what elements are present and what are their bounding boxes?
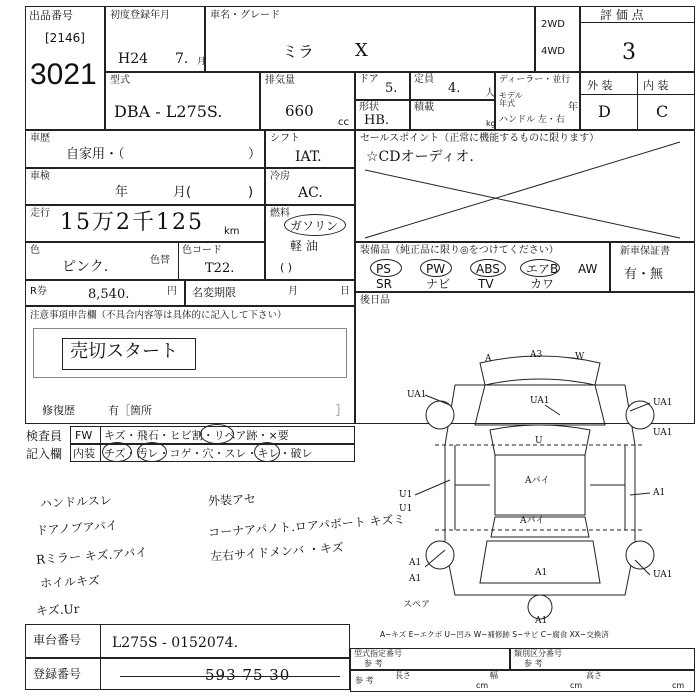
color-change-label: 色替: [150, 255, 170, 266]
dim-height: 高さ: [586, 671, 602, 680]
reg-month: 7.: [175, 51, 189, 67]
reg-label: 初度登録年月: [110, 10, 170, 21]
dim-long: 長さ: [395, 671, 411, 680]
fw-label: FW: [75, 429, 93, 442]
diag-mark-apai-a: Aパイ: [525, 476, 550, 486]
equip-sr: SR: [376, 277, 392, 291]
mileage-value: 15万2千125: [60, 210, 204, 235]
dim-height-unit: cm: [672, 681, 685, 690]
diag-mark-a3: A3: [530, 350, 543, 360]
chizu-circle: [102, 442, 132, 462]
model-year-label: モデル 年式: [499, 91, 523, 108]
diag-mark-u1-b: U1: [399, 504, 413, 514]
color-code-value: T22.: [205, 261, 235, 276]
diag-mark-ua1-d: UA1: [653, 428, 673, 438]
reg-no-label: 登録番号: [33, 667, 82, 681]
inspection-row1-text: キズ・飛石・ヒビ割・リペア跡・×要: [104, 429, 289, 442]
car-name: ミラ: [282, 42, 315, 61]
note-5: キズ.Ur: [35, 601, 80, 619]
hibi-circle: [200, 424, 234, 444]
note-8: 左右サイドメンバ ・キズ: [209, 540, 345, 564]
warranty-label: 新車保証書: [620, 246, 670, 257]
inspection-row2-text: チズ・汚レ・コゲ・穴・スレ・キレ・破レ: [104, 447, 313, 460]
caution-value: 売切スタート: [70, 341, 178, 362]
diag-mark-ua1-e: UA1: [653, 570, 673, 580]
interior-row-label: 内装: [73, 447, 95, 460]
title-label: 名変期限: [192, 286, 236, 299]
sales-point-cross: [355, 130, 695, 242]
dim-ref: 参 考: [355, 676, 374, 685]
reg-no-strike: [120, 676, 340, 677]
diag-mark-spare: スペア: [403, 600, 431, 610]
color-value: ピンク.: [62, 259, 109, 275]
equip-aw: AW: [578, 262, 598, 276]
lot-number: 3021: [30, 58, 97, 91]
fuel-gas-circle: [284, 214, 346, 236]
inspection-close: ): [248, 185, 254, 200]
diag-mark-a1-e: A1: [535, 616, 548, 625]
diag-mark-u1-a: U1: [399, 490, 413, 500]
dim-width: 幅: [490, 671, 498, 680]
drive-2wd: 2WD: [541, 19, 565, 30]
model-year-unit: 年: [568, 102, 578, 113]
shift-value: IAT.: [295, 149, 322, 165]
grade: X: [355, 40, 368, 61]
exterior-value: D: [598, 102, 611, 121]
record-label: 記入欄: [26, 447, 63, 461]
handle-label: ハンドル 左・右: [499, 115, 565, 125]
note-6: 外装アセ: [207, 491, 257, 509]
history-cell: [25, 130, 265, 168]
interior-label: 内 装: [643, 79, 669, 92]
equip-leather: カワ: [530, 277, 555, 291]
warranty-value: 有・無: [624, 267, 664, 282]
history-value: 自家用・（: [66, 147, 125, 162]
ac-label: 冷房: [270, 171, 290, 182]
diag-mark-a1-b: A1: [409, 558, 422, 568]
dim-long-unit: cm: [476, 681, 489, 690]
equip-airbag: エアB: [526, 262, 559, 276]
score-value: 3: [622, 40, 636, 65]
equip-abs: ABS: [476, 262, 500, 276]
color-code-label: 色コード: [182, 245, 222, 256]
fuel-diesel: 軽 油: [290, 239, 318, 253]
load-label: 積載: [414, 102, 434, 113]
recycle-unit: 円: [167, 286, 177, 297]
reg-no-value: 593 75 30: [205, 666, 291, 684]
type-sub: 参 考: [364, 659, 383, 668]
load-unit: kg: [486, 119, 496, 128]
fuel-label: 燃料: [270, 208, 290, 219]
lot-label: 出品番号: [29, 9, 73, 22]
fuel-paren: ( ): [280, 261, 293, 274]
history-label: 車歴: [30, 133, 50, 144]
sales-point-value: ☆CDオーディオ.: [366, 149, 474, 165]
note-4: ホイルキズ: [39, 573, 101, 591]
seats-unit: 人: [485, 88, 495, 99]
caution-label: 注意事項申告欄（不具合内容等は具体的に記入して下さい）: [30, 310, 287, 321]
lot-sub: [2146]: [45, 31, 85, 45]
equip-label: 装備品（純正品に限り◎をつけてください）: [360, 245, 559, 256]
equip-ps: PS: [376, 262, 391, 276]
recycle-label: R券: [30, 286, 47, 297]
diag-mark-ua1-a: UA1: [407, 390, 427, 400]
title-day: 日: [340, 286, 350, 297]
disp-label: 排気量: [265, 75, 295, 86]
model-label: 型式: [110, 75, 130, 86]
drive-4wd: 4WD: [541, 46, 565, 57]
disp-value: 660: [285, 102, 314, 120]
note-3: Rミラー キズ.アパイ: [35, 545, 148, 567]
inspection-label: 車検: [30, 171, 50, 182]
note-2: ドアノブアパイ: [35, 518, 119, 538]
title-month: 月: [288, 286, 298, 297]
doors-value: 5.: [385, 81, 398, 96]
class-label: 類別区分番号: [514, 649, 562, 658]
chassis-label: 車台番号: [33, 633, 82, 647]
diag-mark-a1-c: A1: [409, 574, 422, 584]
doors-label: ドア: [359, 74, 379, 85]
repair-value: 有［箇所: [108, 404, 152, 417]
score-label: 評 価 点: [600, 8, 644, 22]
equip-airbag-circle: [520, 259, 560, 277]
shape-value: HB.: [364, 113, 390, 128]
class-sub: 参 考: [524, 659, 543, 668]
legend: A−キズ E−エクボ U−凹み W−補修跡 S−サビ C−腐食 XX−交換済: [380, 630, 609, 639]
note-1: ハンドルスレ: [39, 493, 112, 511]
diag-mark-ua1-c: UA1: [653, 398, 673, 408]
equip-abs-circle: [470, 259, 506, 277]
seats-label: 定員: [414, 74, 434, 85]
car-label: 車名・グレード: [210, 10, 280, 21]
interior-value: C: [656, 102, 669, 121]
shift-label: シフト: [270, 133, 300, 144]
mileage-unit: km: [224, 226, 240, 237]
reg-month-unit: 月: [197, 57, 207, 67]
model-value: DBA - L275S.: [114, 102, 223, 121]
equip-ps-circle: [370, 259, 402, 277]
repair-close: ］: [336, 404, 347, 417]
inspection-month: 月(: [173, 185, 192, 200]
dealer-label: ディーラー・並行: [499, 75, 571, 85]
after-label: 後日品: [360, 295, 390, 306]
seats-value: 4.: [448, 81, 461, 96]
inspection-year: 年: [115, 185, 129, 200]
drive-cell: [535, 6, 580, 72]
type-label: 型式指定番号: [354, 649, 402, 658]
diag-mark-a1-a: A1: [653, 488, 666, 498]
history-close: ）: [248, 147, 262, 162]
fuel-gas: ガソリン: [290, 219, 339, 233]
diag-mark-apai-b: Aパイ: [520, 516, 545, 526]
mileage-label: 走行: [30, 208, 50, 219]
note-7: コーナアパノト.ロアパボート キズミ: [207, 512, 406, 540]
exterior-label: 外 装: [587, 79, 613, 92]
equip-tv: TV: [478, 277, 494, 291]
yogore-circle: [137, 442, 167, 462]
color-label: 色: [30, 245, 40, 256]
dim-width-unit: cm: [570, 681, 583, 690]
equip-pw-circle: [420, 259, 452, 277]
diag-mark-ua1-b: UA1: [530, 396, 550, 406]
disp-unit: cc: [338, 117, 349, 128]
diag-mark-a1-d: A1: [535, 568, 548, 578]
reg-year: H24: [118, 51, 149, 67]
diag-mark-u: U: [535, 436, 543, 446]
recycle-value: 8,540.: [88, 287, 130, 302]
diag-mark-w: W: [575, 352, 585, 362]
diag-mark-a: A: [485, 354, 492, 364]
chassis-value: L275S - 0152074.: [112, 635, 239, 651]
sure-circle: [254, 442, 280, 462]
inspector-label: 検査員: [26, 429, 63, 443]
inspection-cell: [25, 168, 265, 205]
ac-value: AC.: [298, 185, 323, 201]
equip-pw: PW: [426, 262, 446, 276]
car-diagram: [395, 345, 695, 625]
equip-navi: ナビ: [426, 277, 451, 291]
sales-point-label: セールスポイント（正常に機能するものに限ります）: [360, 133, 600, 144]
shape-label: 形状: [359, 102, 379, 113]
repair-label: 修復歴: [42, 404, 75, 417]
